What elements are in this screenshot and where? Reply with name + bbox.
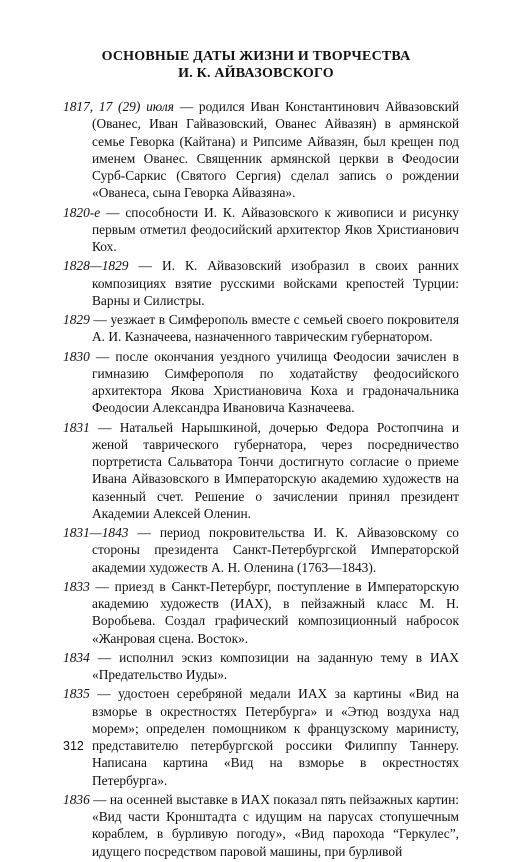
page-title-line-2: И. К. АЙВАЗОВСКОГО bbox=[178, 66, 334, 81]
entry-date: 1836 bbox=[63, 791, 90, 807]
chronology-entry bbox=[63, 98, 459, 202]
entry-date: 1829 bbox=[63, 312, 90, 327]
entry-text: — приезд в Санкт-Петербург, поступление в Императорскую академию художеств (ИАХ), в пейзажный класс М. Н. Воробьева. Создал графический композиционный набросок «Жанровая сцена. Восток». bbox=[89, 578, 459, 646]
entry-date: 1834 bbox=[63, 649, 90, 665]
chronology-entry bbox=[63, 419, 459, 523]
entry-date: 1817, 17 (29) июля bbox=[63, 99, 174, 114]
entry-date: 1820-е bbox=[63, 204, 101, 220]
entry-date: 1835 bbox=[63, 686, 90, 702]
entry-text: — уезжает в Симферополь вместе с семьей своего покровителя А. И. Казначеева, назначенного таврическим губернатором. bbox=[89, 312, 459, 345]
entry-text: — после окончания уездного училища Феодосии зачислен в гимназию Симферополя по ходатайству феодосийского архитектора Якова Христиановича Коха и градоначальника Феодосии Александра Ивановича Казначеева. bbox=[89, 348, 459, 416]
chronology-entry bbox=[63, 204, 459, 256]
entry-text: — способности И. К. Айвазовского к живописи и рисунку первым отметил феодосийский архитектор Яков Христианович Кох. bbox=[92, 204, 459, 254]
chronology-entry bbox=[63, 649, 459, 684]
entry-text: — исполнил эскиз композиции на заданную тему в ИАХ «Предательство Иуды». bbox=[89, 649, 459, 682]
entry-date: 1833 bbox=[63, 578, 90, 594]
entry-text: — И. К. Айвазовский изобразил в своих ранних композициях взятие русскими войсками крепостей Турции: Варны и Силистры. bbox=[92, 258, 459, 308]
entry-text: — Натальей Нарышкиной, дочерью Федора Ростопчина и женой таврического губернатора, через посредничество портретиста Сальватора Тончи достигнуто согласие о приеме Ивана Айвазовского в Императорскую академию художеств на казенный счет. Решение о зачислении принял президент Академии Алексей Оленин. bbox=[89, 419, 459, 521]
chronology-entry bbox=[63, 348, 459, 417]
chronology-entry bbox=[63, 257, 459, 309]
chronology-entry bbox=[63, 685, 459, 789]
entry-date: 1828—1829 bbox=[63, 258, 129, 274]
chronology-entry bbox=[63, 524, 459, 576]
entry-date: 1831 bbox=[63, 419, 90, 435]
entry-text: — родился Иван Константинович Айвазовский (Ованес, Иван Гайвазовский, Ованес Айвазян) в армянской семье Геворка (Кайтана) и Рипсиме Айвазян, был крещен под именем Ованес. Священник армянской церкви в Феодосии Сурб-Саркис (Святого Сергия) сделал запись о рождении «Ованеса, сына Геворка Айвазяна». bbox=[92, 99, 459, 201]
entry-text: — на осенней выставке в ИАХ показал пять пейзажных картин: «Вид части Кронштадта с идущим на парусах стопушечным кораблем, в бурливую погоду», «Вид парохода “Геркулес”, идущего посредством паровой машины, при бурливой bbox=[89, 791, 459, 859]
page-title bbox=[0, 48, 512, 82]
entry-text: — удостоен серебряной медали ИАХ за картины «Вид на взморье в окрестностях Петербурга» и «Этюд воздуха над морем»; определен помощником к французскому маринисту, представителю петербургской россики Филиппу Таннеру. Написана картина «Вид на взморье в окрестностях Петербурга». bbox=[89, 686, 459, 788]
chronology-entry bbox=[63, 578, 459, 647]
chronology-list bbox=[63, 98, 459, 862]
entry-date: 1831—1843 bbox=[63, 525, 129, 540]
chronology-entry bbox=[63, 791, 459, 860]
entry-date: 1830 bbox=[63, 348, 90, 364]
chronology-entry bbox=[63, 311, 459, 346]
entry-text: — период покровительства И. К. Айвазовскому со стороны президента Санкт-Петербургской Императорской академии художеств А. Н. Оленина (1763—1843). bbox=[92, 525, 459, 575]
page-title-line-1: ОСНОВНЫЕ ДАТЫ ЖИЗНИ И ТВОРЧЕСТВА bbox=[101, 49, 411, 64]
page-number: 312 bbox=[63, 739, 84, 753]
